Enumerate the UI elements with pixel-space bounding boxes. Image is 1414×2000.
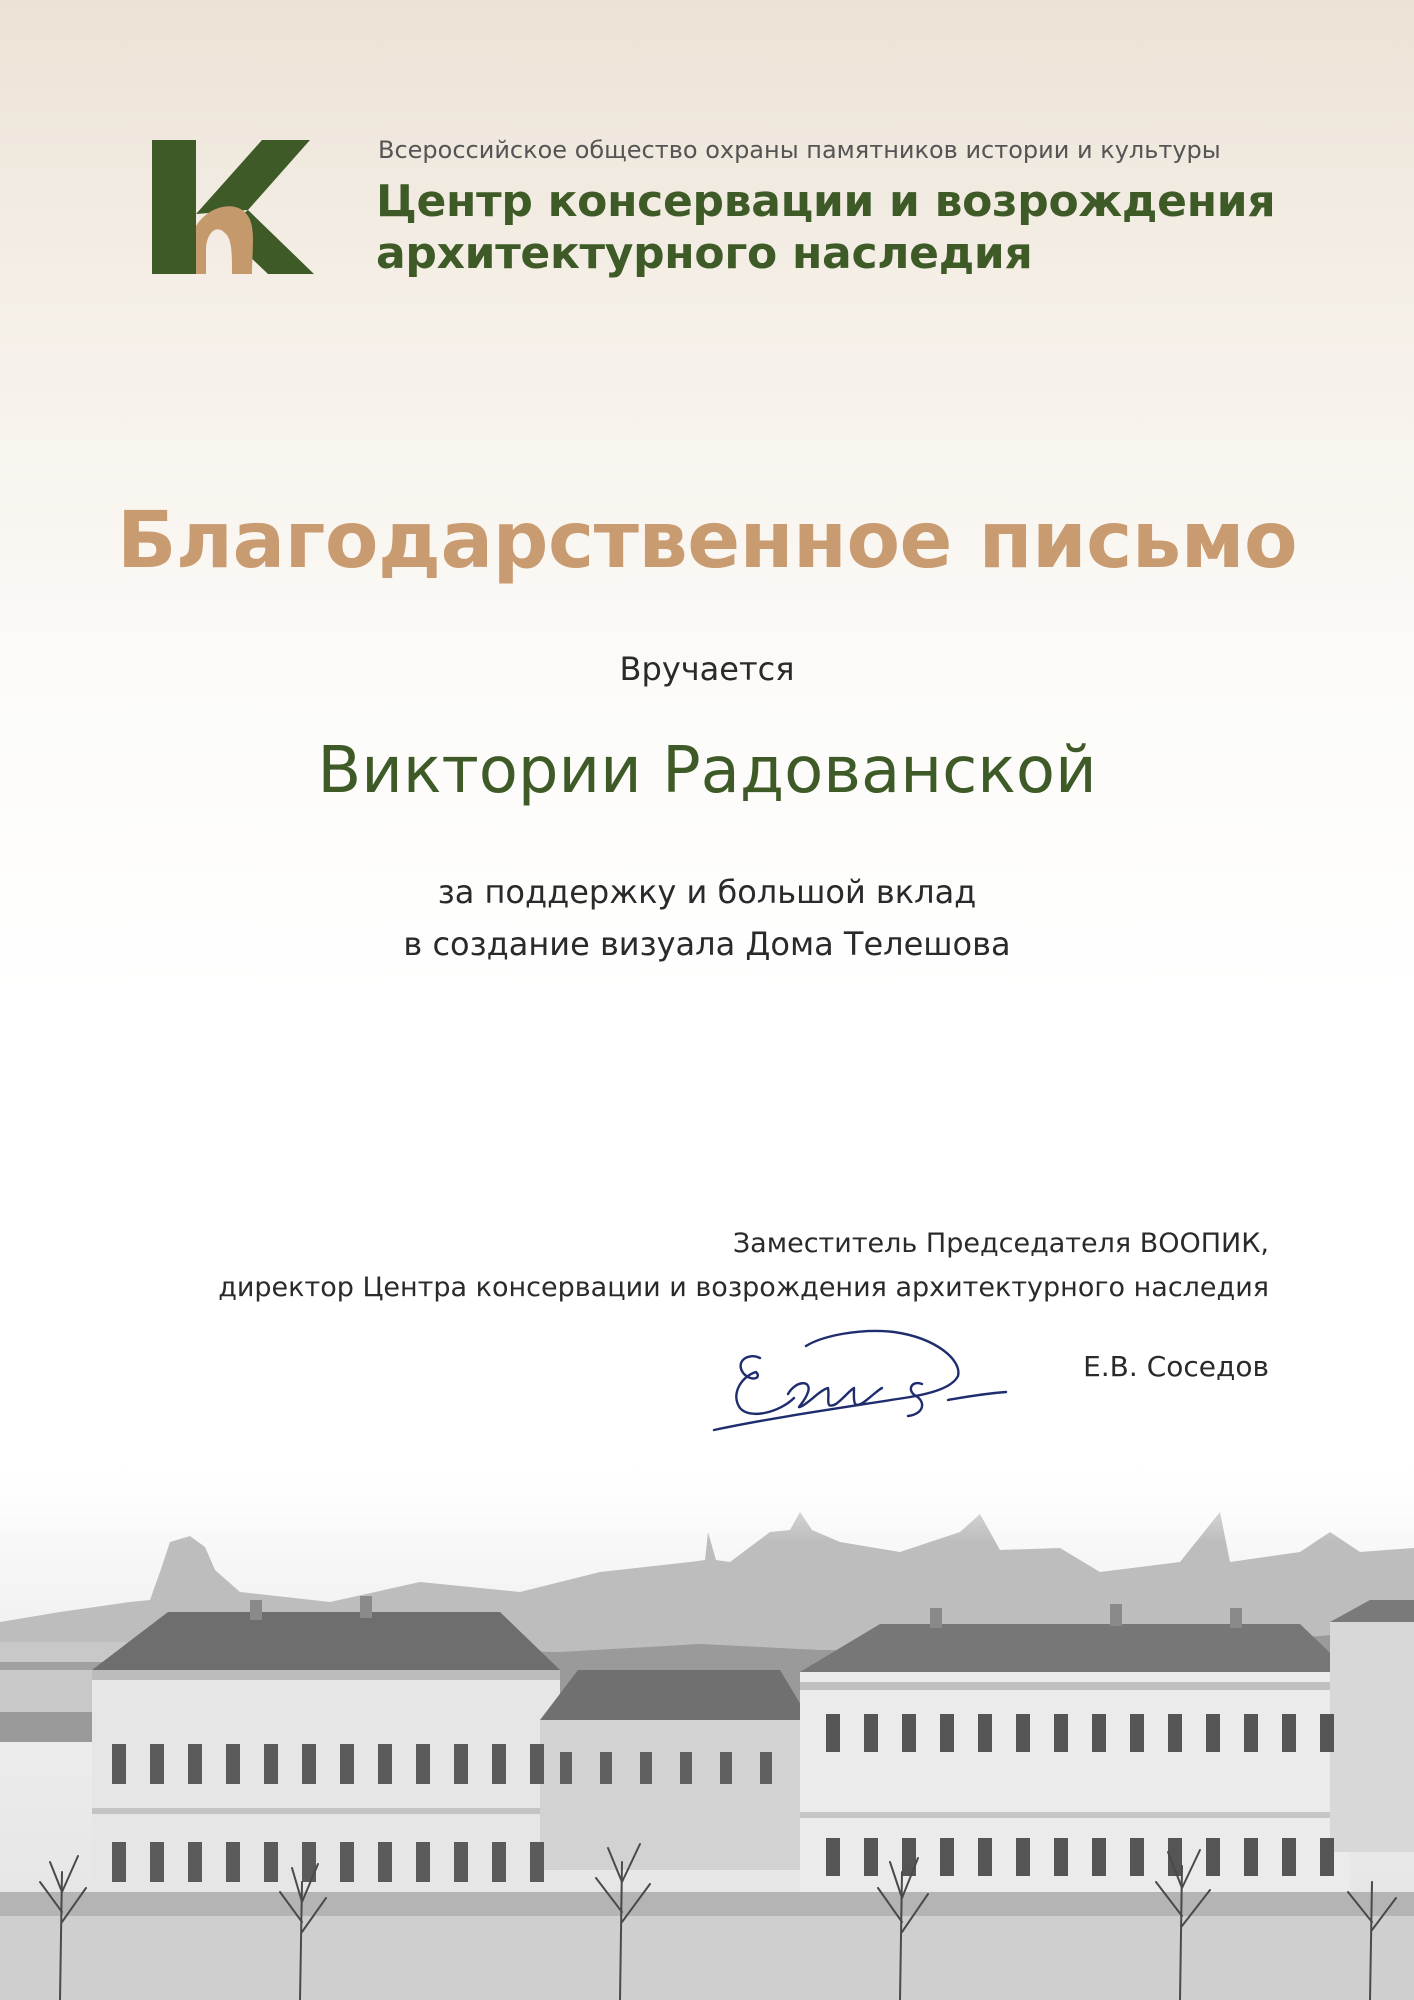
signatory-position-line-1: Заместитель Председателя ВООПИК, bbox=[732, 1228, 1269, 1259]
recipient-name: Виктории Радованской bbox=[317, 734, 1097, 808]
organization-name-line-1: Центр консервации и возрождения bbox=[376, 176, 1276, 227]
award-reason-line-2: в создание визуала Дома Телешова bbox=[403, 925, 1011, 963]
signatory-position-line-2: директор Центра консервации и возрождения архитектурного наследия bbox=[218, 1272, 1269, 1303]
presented-label: Вручается bbox=[619, 650, 795, 688]
signatory-name: Е.В. Соседов bbox=[1083, 1350, 1269, 1383]
organization-name-small: Всероссийское общество охраны памятников истории и культуры bbox=[378, 136, 1221, 164]
signatory-position bbox=[218, 1222, 1269, 1310]
organization-name bbox=[376, 176, 1296, 280]
historic-cityscape-photo bbox=[0, 1452, 1414, 2000]
award-reason-line-1: за поддержку и большой вклад bbox=[437, 873, 977, 911]
logo-k-icon bbox=[152, 140, 314, 274]
handwritten-signature bbox=[690, 1318, 1050, 1440]
certificate-title: Благодарственное письмо bbox=[116, 496, 1298, 586]
award-reason bbox=[0, 866, 1414, 970]
organization-name-line-2: архитектурного наследия bbox=[376, 228, 1033, 279]
